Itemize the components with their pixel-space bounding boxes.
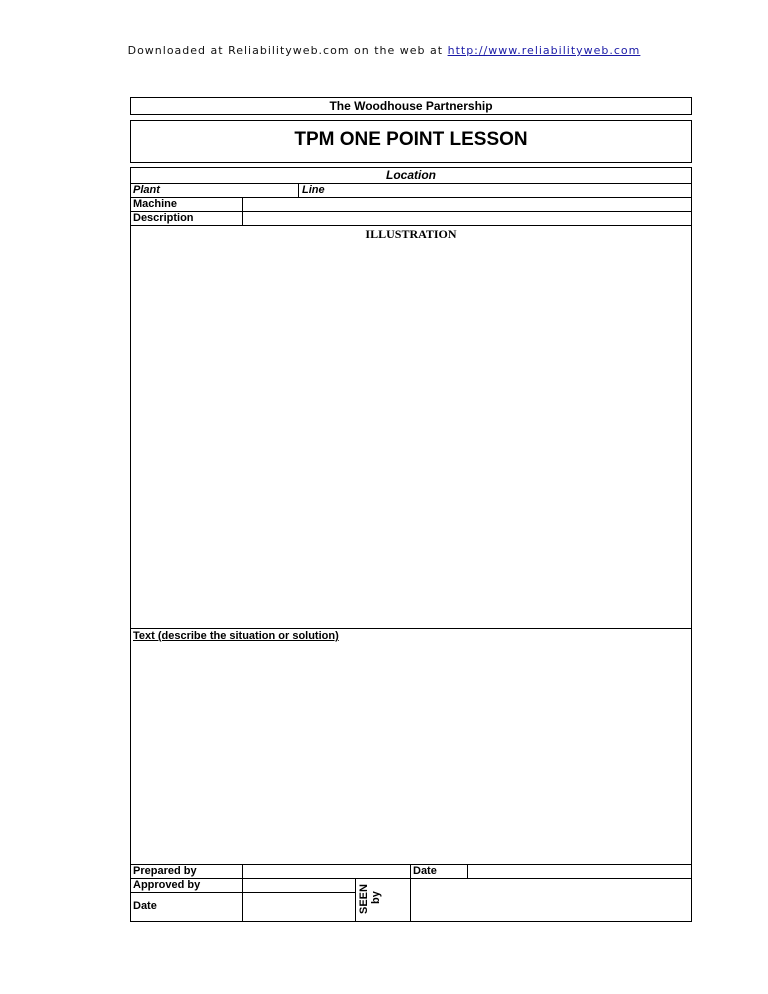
seen-text: SEEN: [358, 884, 370, 914]
location-heading-text: Location: [386, 168, 436, 182]
description-field[interactable]: [244, 212, 690, 225]
download-notice: [0, 44, 768, 57]
download-notice-text: Downloaded at Reliabilityweb.com on the web at: [127, 44, 448, 57]
description-label: Description: [133, 212, 194, 224]
approved-by-label: Approved by: [133, 879, 201, 891]
organization-name: The Woodhouse Partnership: [329, 99, 493, 113]
approved-by-field[interactable]: [244, 879, 354, 892]
date-label-left: Date: [133, 900, 157, 912]
plant-label: Plant: [133, 184, 160, 196]
date-field-left[interactable]: [244, 893, 354, 921]
divider: [410, 864, 411, 921]
by-text: by: [370, 891, 382, 904]
divider: [130, 628, 692, 629]
illustration-area[interactable]: [131, 242, 691, 627]
location-heading: [130, 168, 692, 182]
text-section-heading-text: Text (describe the situation or solution): [133, 630, 339, 642]
text-area[interactable]: [131, 645, 691, 863]
plant-field[interactable]: [180, 184, 296, 197]
prepared-by-field[interactable]: [244, 865, 408, 878]
seen-by-field[interactable]: [412, 879, 690, 921]
line-field[interactable]: [330, 184, 690, 197]
divider: [355, 878, 356, 921]
reliabilityweb-link[interactable]: http://www.reliabilityweb.com: [447, 44, 641, 57]
organization-header: [130, 97, 692, 115]
date-label-right: Date: [413, 865, 437, 877]
line-label: Line: [302, 184, 325, 196]
form-title: TPM ONE POINT LESSON: [294, 129, 528, 150]
prepared-by-label: Prepared by: [133, 865, 197, 877]
divider: [242, 864, 243, 921]
divider: [298, 183, 299, 197]
divider: [242, 197, 243, 225]
machine-label: Machine: [133, 198, 178, 210]
divider: [130, 225, 692, 226]
title-box: [130, 120, 692, 163]
divider: [467, 864, 468, 878]
date-field-right[interactable]: [469, 865, 690, 878]
machine-field[interactable]: [244, 198, 690, 211]
illustration-heading: [130, 227, 692, 242]
seen-by-label: [358, 870, 382, 914]
text-section-heading: [133, 630, 339, 642]
illustration-heading-text: ILLUSTRATION: [365, 227, 457, 241]
